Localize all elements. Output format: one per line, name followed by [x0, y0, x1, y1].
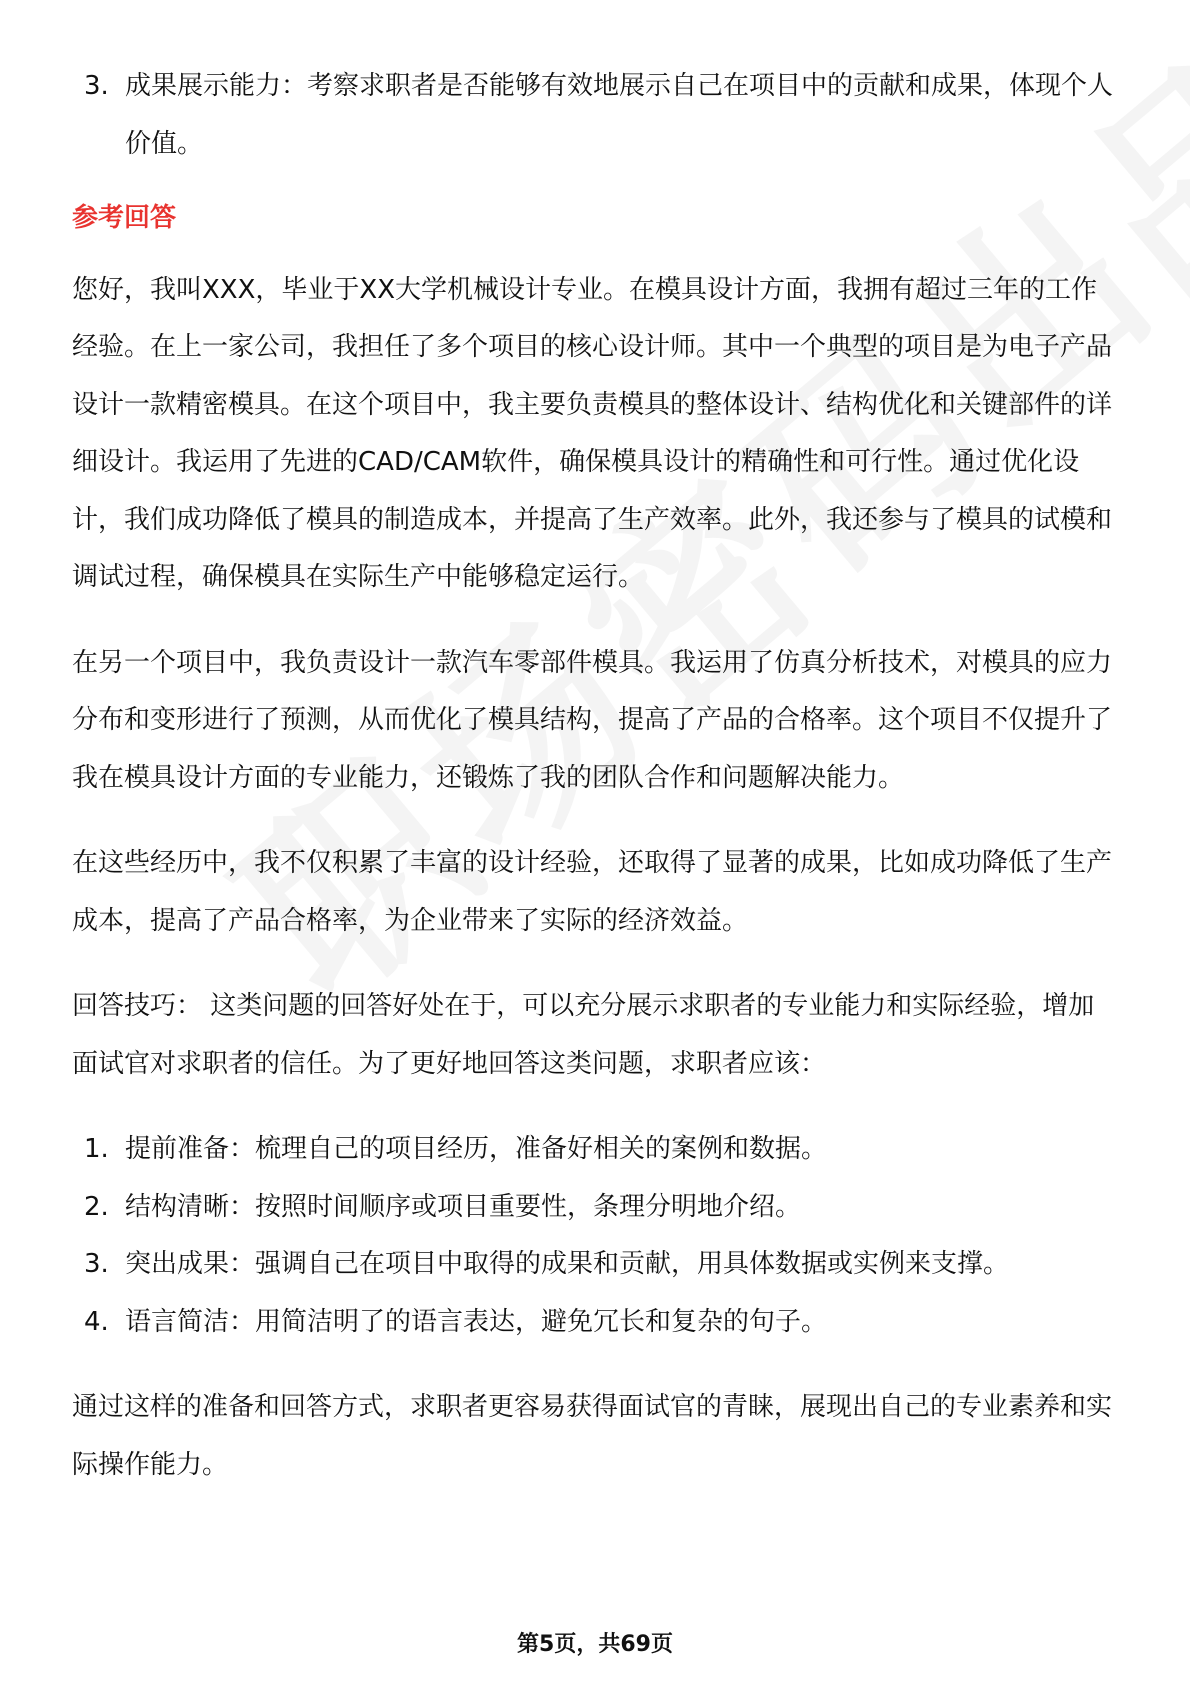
list-item-tip-1	[72, 1121, 1118, 1179]
list-item-tip-3	[72, 1236, 1118, 1294]
paragraph-answer-2: 在另一个项目中，我负责设计一款汽车零部件模具。我运用了仿真分析技术，对模具的应力分布和变形进行了预测，从而优化了模具结构，提高了产品的合格率。这个项目不仅提升了我在模具设计方面的专业能力，还锻炼了我的团队合作和问题解决能力。	[72, 647, 1113, 793]
list-number: 2.	[84, 1191, 109, 1222]
list-item-text: 结构清晰：按照时间顺序或项目重要性，条理分明地介绍。	[125, 1191, 802, 1222]
paragraph-gap	[72, 950, 1118, 978]
section-heading-reference-answer: 参考回答	[72, 203, 177, 233]
page-number-footer: 第5页，共69页	[517, 1632, 673, 1657]
paragraph-gap	[72, 1351, 1118, 1379]
paragraph-closing: 通过这样的准备和回答方式，求职者更容易获得面试官的青睐，展现出自己的专业素养和实际操作能力。	[72, 1392, 1113, 1480]
paragraph-answer-tips: 回答技巧： 这类问题的回答好处在于，可以充分展示求职者的专业能力和实际经验，增加面试官对求职者的信任。为了更好地回答这类问题，求职者应该：	[72, 991, 1095, 1079]
paragraph-answer-3: 在这些经历中，我不仅积累了丰富的设计经验，还取得了显著的成果，比如成功降低了生产成本，提高了产品合格率，为企业带来了实际的经济效益。	[72, 848, 1113, 936]
list-number: 3.	[84, 71, 109, 101]
list-number: 1.	[84, 1134, 109, 1164]
paragraph-gap	[72, 607, 1118, 635]
list-item-text: 突出成果：强调自己在项目中取得的成果和贡献，用具体数据或实例来支撑。	[125, 1249, 1010, 1279]
page-content	[72, 58, 1118, 1494]
list-number: 3.	[84, 1249, 109, 1279]
list-item-result-ability	[72, 58, 1118, 173]
list-item-text: 提前准备：梳理自己的项目经历，准备好相关的案例和数据。	[125, 1134, 828, 1164]
list-item-text: 成果展示能力：考察求职者是否能够有效地展示自己在项目中的贡献和成果，体现个人价值。	[125, 71, 1114, 159]
paragraph-answer-1: 您好，我叫XXX，毕业于XX大学机械设计专业。在模具设计方面，我拥有超过三年的工作经验。在上一家公司，我担任了多个项目的核心设计师。其中一个典型的项目是为电子产品设计一款精密模具。在这个项目中，我主要负责模具的整体设计、结构优化和关键部件的详细设计。我运用了先进的CAD/CAM软件，确保模具设计的精确性和可行性。通过优化设计，我们成功降低了模具的制造成本，并提高了生产效率。此外，我还参与了模具的试模和调试过程，确保模具在实际生产中能够稳定运行。	[72, 274, 1113, 592]
paragraph-gap	[72, 1093, 1118, 1121]
list-item-tip-2	[72, 1179, 1118, 1237]
paragraph-gap	[72, 807, 1118, 835]
list-item-text: 语言简洁：用简洁明了的语言表达，避免冗长和复杂的句子。	[125, 1306, 828, 1337]
list-item-tip-4	[72, 1294, 1118, 1352]
list-number: 4.	[84, 1306, 109, 1337]
